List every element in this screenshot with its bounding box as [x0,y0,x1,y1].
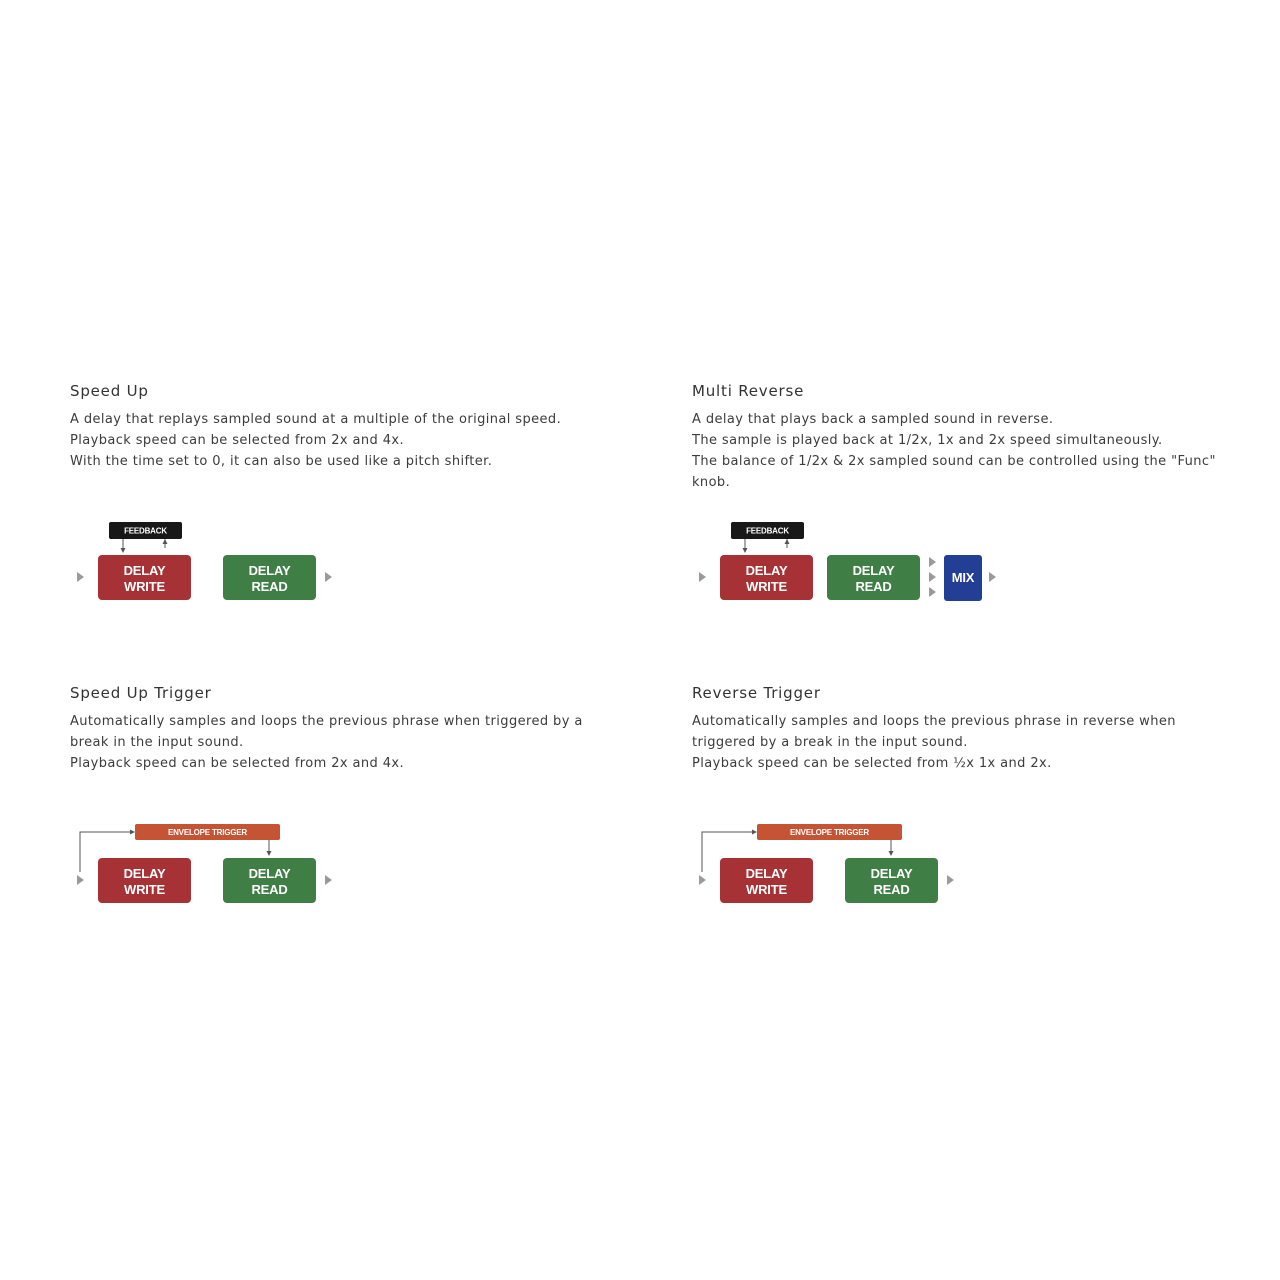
read-to-mix-arrow-icon [929,557,936,567]
feedback-label: FEEDBACK [124,526,167,536]
delay-write-label-top: DELAY [745,866,788,881]
speed-up-description [70,409,630,472]
input-arrow-icon [77,572,84,582]
delay-read-label-top: DELAY [870,866,913,881]
delay-write-label-bottom: WRITE [124,579,165,594]
feedback-loop-lines [745,539,787,548]
multi-reverse-desc-line: knob. [692,475,731,490]
speed-up-trigger-desc-line: Automatically samples and loops the previous phrase when triggered by a [70,714,583,729]
reverse-trigger-desc-line: Automatically samples and loops the previous phrase in reverse when [692,714,1176,729]
mix-label: MIX [951,570,975,585]
speed-up-desc-line: A delay that replays sampled sound at a multiple of the original speed. [70,412,562,427]
output-arrow-icon [325,572,332,582]
output-arrow-icon [989,572,996,582]
multi-reverse-diagram [692,515,1012,615]
reverse-trigger-desc-line: Playback speed can be selected from ½x 1x and 2x. [692,756,1052,771]
feedback-arrowheads [743,539,790,553]
multi-reverse-section [692,380,1252,493]
speed-up-trigger-desc-line: Playback speed can be selected from 2x and 4x. [70,756,404,771]
delay-write-label-bottom: WRITE [746,579,787,594]
multi-reverse-desc-line: The sample is played back at 1/2x, 1x and 2x speed simultaneously. [692,433,1163,448]
delay-write-label-bottom: WRITE [746,882,787,897]
feedback-loop-lines [123,539,165,548]
delay-read-label-bottom: READ [855,579,892,594]
speed-up-trigger-desc-line: break in the input sound. [70,735,244,750]
output-arrow-icon [325,875,332,885]
delay-read-label-top: DELAY [248,563,291,578]
input-arrow-icon [699,572,706,582]
read-to-mix-arrow-icon [929,572,936,582]
delay-read-label-bottom: READ [251,882,288,897]
delay-read-label-top: DELAY [248,866,291,881]
multi-reverse-desc-line: A delay that plays back a sampled sound in reverse. [692,412,1054,427]
feedback-label: FEEDBACK [746,526,789,536]
reverse-trigger-description [692,711,1252,774]
delay-write-label-top: DELAY [123,866,166,881]
delay-read-label-bottom: READ [251,579,288,594]
speed-up-diagram [70,515,360,615]
speed-up-section [70,380,630,472]
reverse-trigger-desc-line: triggered by a break in the input sound. [692,735,968,750]
delay-read-label-top: DELAY [852,563,895,578]
speed-up-desc-line: Playback speed can be selected from 2x and 4x. [70,433,404,448]
speed-up-desc-line: With the time set to 0, it can also be used like a pitch shifter. [70,454,493,469]
reverse-trigger-section [692,682,1252,774]
envelope-trigger-label: ENVELOPE TRIGGER [789,828,870,837]
envelope-trigger-label: ENVELOPE TRIGGER [167,828,248,837]
speed-up-trigger-title: Speed Up Trigger [70,684,212,702]
multi-reverse-description [692,409,1252,493]
multi-reverse-desc-line: The balance of 1/2x & 2x sampled sound can be controlled using the "Func" [692,454,1216,469]
delay-write-label-top: DELAY [123,563,166,578]
feedback-arrowheads [121,539,168,553]
delay-read-label-bottom: READ [873,882,910,897]
multi-reverse-title: Multi Reverse [692,382,805,400]
speed-up-trigger-section [70,682,630,774]
read-to-mix-arrow-icon [929,587,936,597]
output-arrow-icon [947,875,954,885]
input-arrow-icon [699,875,706,885]
speed-up-trigger-description [70,711,630,774]
reverse-trigger-title: Reverse Trigger [692,684,821,702]
speed-up-trigger-diagram [70,817,360,917]
speed-up-title: Speed Up [70,382,149,400]
delay-write-label-bottom: WRITE [124,882,165,897]
reverse-trigger-diagram [692,817,982,917]
input-arrow-icon [77,875,84,885]
delay-write-label-top: DELAY [745,563,788,578]
